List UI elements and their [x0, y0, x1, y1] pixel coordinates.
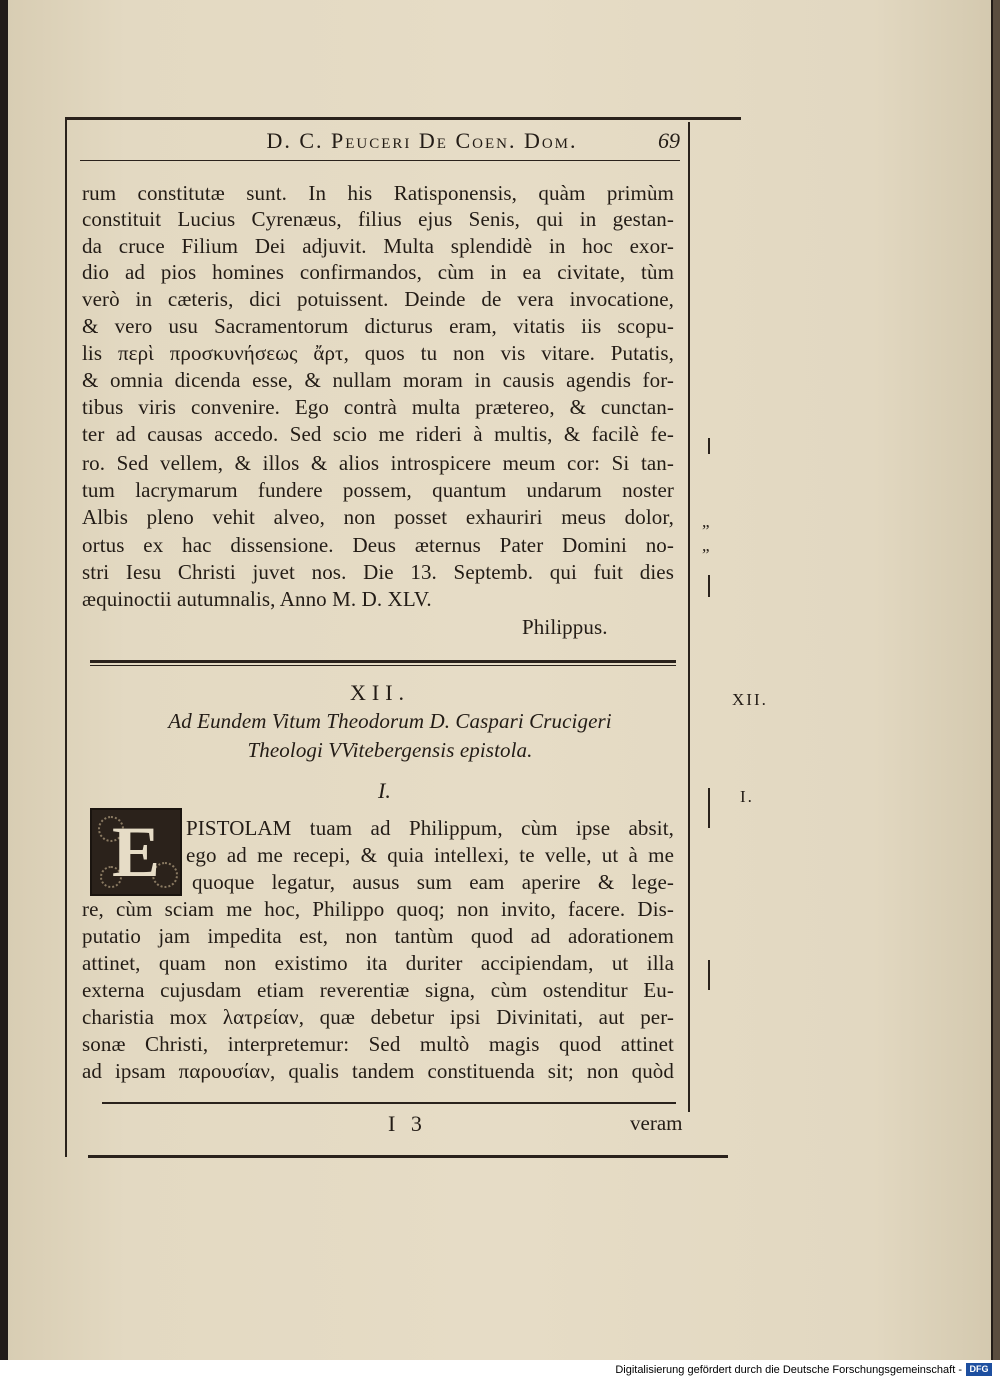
text-line: stri Iesu Christi juvet nos. Die 13. Septemb. qui fuit dies [82, 560, 674, 584]
text-line: PISTOLAM tuam ad Philippum, cùm ipse absit, [186, 816, 674, 840]
text-line: da cruce Filium Dei adjuvit. Multa splendidè in hoc exor- [82, 234, 674, 258]
text-bottom-rule [102, 1102, 676, 1104]
margin-quote-marks-2: „ [702, 536, 712, 555]
margin-tick [708, 575, 710, 597]
text-line: re, cùm sciam me hoc, Philippo quoq; non invito, facere. Dis- [82, 897, 674, 921]
margin-quote-marks: „ [702, 512, 712, 531]
text-line: constituit Lucius Cyrenæus, filius ejus Senis, qui in gestan- [82, 207, 674, 231]
margin-subsection-number: I. [740, 787, 754, 806]
catchword: veram [630, 1111, 683, 1135]
text-line: ad ipsam παρουσίαν, qualis tandem constituenda sit; non quòd [82, 1059, 674, 1083]
running-head: D. C. Peuceri De Coen. Dom. [266, 128, 578, 153]
page-edge [993, 0, 1000, 1360]
dfg-logo: DFG [966, 1363, 992, 1376]
text-line: ego ad me recepi, & quia intellexi, te velle, ut à me [186, 843, 674, 867]
text-line: rum constitutæ sunt. In his Ratisponensis, quàm primùm [82, 181, 674, 205]
section-number: XII. [350, 680, 411, 705]
header-rule [80, 160, 680, 161]
margin-section-number: XII. [732, 690, 768, 709]
text-line: æquinoctii autumnalis, Anno M. D. XLV. [82, 587, 432, 611]
margin-tick [708, 788, 710, 828]
section-rule [90, 660, 676, 663]
text-line: lis περὶ προσκυνήσεως ἄρτ, quos tu non vis vitare. Putatis, [82, 341, 674, 365]
top-rule [66, 117, 741, 120]
text-line: attinet, quam non existimo ita duriter accipiendam, ut illa [82, 951, 674, 975]
signature-name: Philippus. [522, 615, 608, 639]
margin-tick [708, 438, 710, 454]
text-line: quoque legatur, ausus sum eam aperire & lege- [192, 870, 674, 894]
initial-letter: E [111, 812, 161, 892]
decorated-initial [90, 808, 182, 896]
text-line: externa cujusdam etiam reverentiæ signa, cùm ostenditur Eu- [82, 978, 674, 1002]
text-line: & vero usu Sacramentorum dicturus eram, vitatis iis scopu- [82, 314, 674, 338]
printer-signature: I 3 [388, 1111, 427, 1136]
right-text-rule [688, 122, 690, 1112]
left-frame-rule [65, 117, 67, 1157]
text-line: ter ad causas accedo. Sed scio me rideri à multis, & facilè fe- [82, 422, 674, 446]
text-line: verò in cæteris, dici potuissent. Deinde de vera invocatione, [82, 287, 674, 311]
bottom-frame-rule [88, 1155, 728, 1158]
section-rule-thin [90, 665, 676, 666]
section-title-line2: Theologi VVitebergensis epistola. [247, 738, 533, 762]
text-line: putatio jam impedita est, non tantùm quod ad adorationem [82, 924, 674, 948]
text-line: & omnia dicenda esse, & nullam moram in causis agendis for- [82, 368, 674, 392]
margin-tick [708, 960, 710, 990]
section-title-line1: Ad Eundem Vitum Theodorum D. Caspari Crucigeri [168, 709, 612, 733]
text-line: ortus ex hac dissensione. Deus æternus Pater Domini no- [82, 533, 674, 557]
subsection-number: I. [378, 778, 392, 803]
text-line: Albis pleno vehit alveo, non posset exhauriri meus dolor, [82, 505, 674, 529]
text-line: ro. Sed vellem, & illos & alios introspicere meum cor: Si tan- [82, 451, 674, 475]
text-line: tum lacrymarum fundere possem, quantum undarum noster [82, 478, 674, 502]
page-header [80, 124, 680, 158]
text-line: sonæ Christi, interpretemur: Sed multò magis quod attinet [82, 1032, 674, 1056]
text-line: dio ad pios homines confirmandos, cùm in ea civitate, tùm [82, 260, 674, 284]
text-line: charistia mox λατρείαν, quæ debetur ipsi Divinitati, aut per- [82, 1005, 674, 1029]
funding-credit: Digitalisierung gefördert durch die Deutsche Forschungsgemeinschaft - [615, 1364, 962, 1376]
text-line: tibus viris convenire. Ego contrà multa prætereo, & cunctan- [82, 395, 674, 419]
page-number: 69 [658, 128, 680, 153]
